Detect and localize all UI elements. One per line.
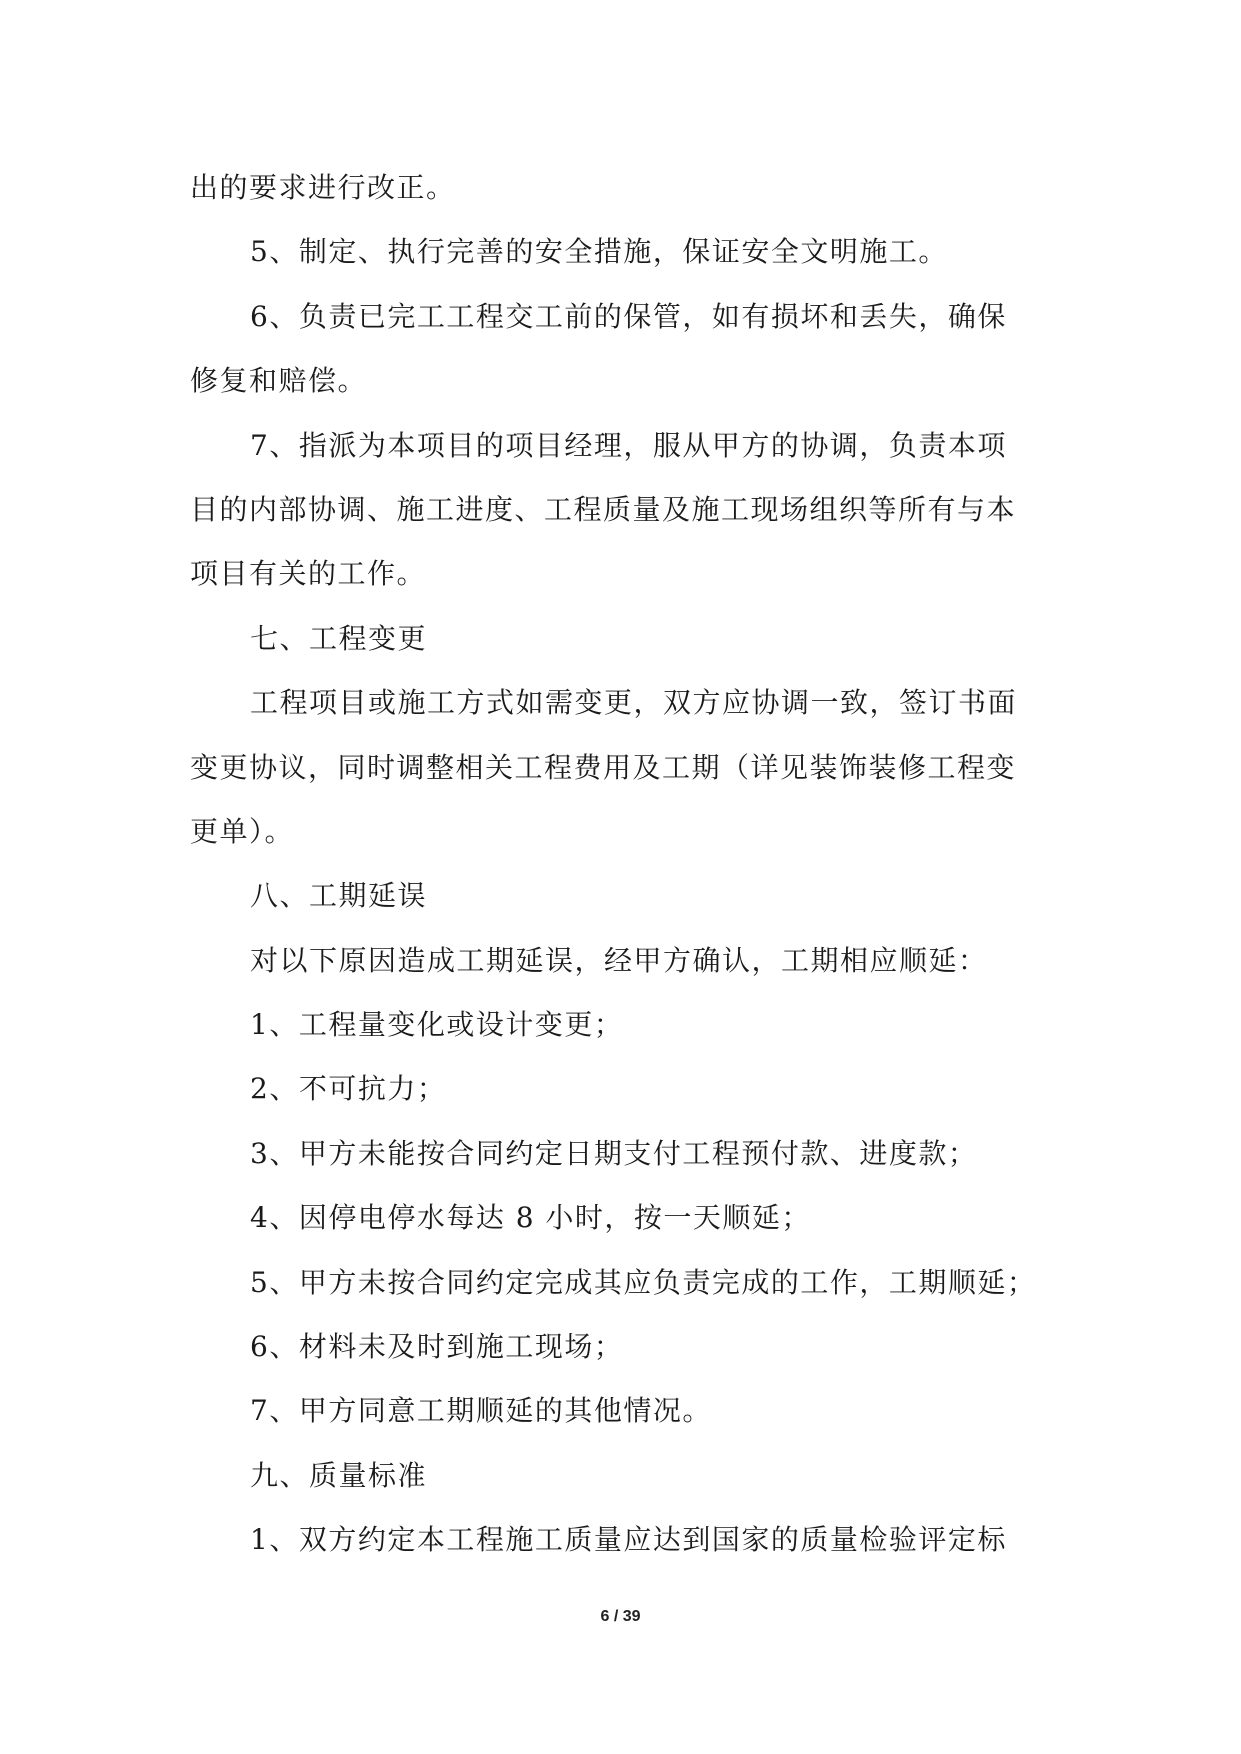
- text-line: 七、工程变更: [250, 621, 428, 655]
- text-line: 3、甲方未能按合同约定日期支付工程预付款、进度款；: [250, 1136, 978, 1170]
- text-line: 4、因停电停水每达 8 小时，按一天顺延；: [250, 1201, 811, 1235]
- text-line: 5、制定、执行完善的安全措施，保证安全文明施工。: [250, 235, 948, 269]
- text-line: 工程项目或施工方式如需变更，双方应协调一致，签订书面: [250, 686, 1018, 720]
- text-line: 变更协议，同时调整相关工程费用及工期（详见装饰装修工程变: [190, 750, 1017, 784]
- document-body: [190, 156, 1065, 1573]
- text-line: 目的内部协调、施工进度、工程质量及施工现场组织等所有与本: [190, 492, 1017, 526]
- text-line: 7、甲方同意工期顺延的其他情况。: [250, 1394, 712, 1428]
- text-line: 1、工程量变化或设计变更；: [250, 1008, 624, 1042]
- text-line: 2、不可抗力；: [250, 1072, 447, 1106]
- text-line: 九、质量标准: [250, 1458, 428, 1492]
- text-line: 6、材料未及时到施工现场；: [250, 1330, 624, 1364]
- page-number: 6 / 39: [600, 1608, 641, 1625]
- text-line: 出的要求进行改正。: [190, 171, 456, 204]
- text-line: 修复和赔偿。: [190, 364, 368, 398]
- text-line: 1、双方约定本工程施工质量应达到国家的质量检验评定标: [250, 1523, 1007, 1557]
- text-line: 八、工期延误: [250, 879, 428, 913]
- text-line: 7、指派为本项目的项目经理，服从甲方的协调，负责本项: [250, 428, 1007, 462]
- text-line: 更单）。: [190, 814, 295, 848]
- text-line: 6、负责已完工工程交工前的保管，如有损坏和丢失，确保: [250, 299, 1007, 333]
- text-line: 对以下原因造成工期延误，经甲方确认，工期相应顺延：: [250, 943, 988, 977]
- text-line: 项目有关的工作。: [190, 557, 427, 591]
- text-line: 5、甲方未按合同约定完成其应负责完成的工作，工期顺延；: [250, 1265, 1037, 1299]
